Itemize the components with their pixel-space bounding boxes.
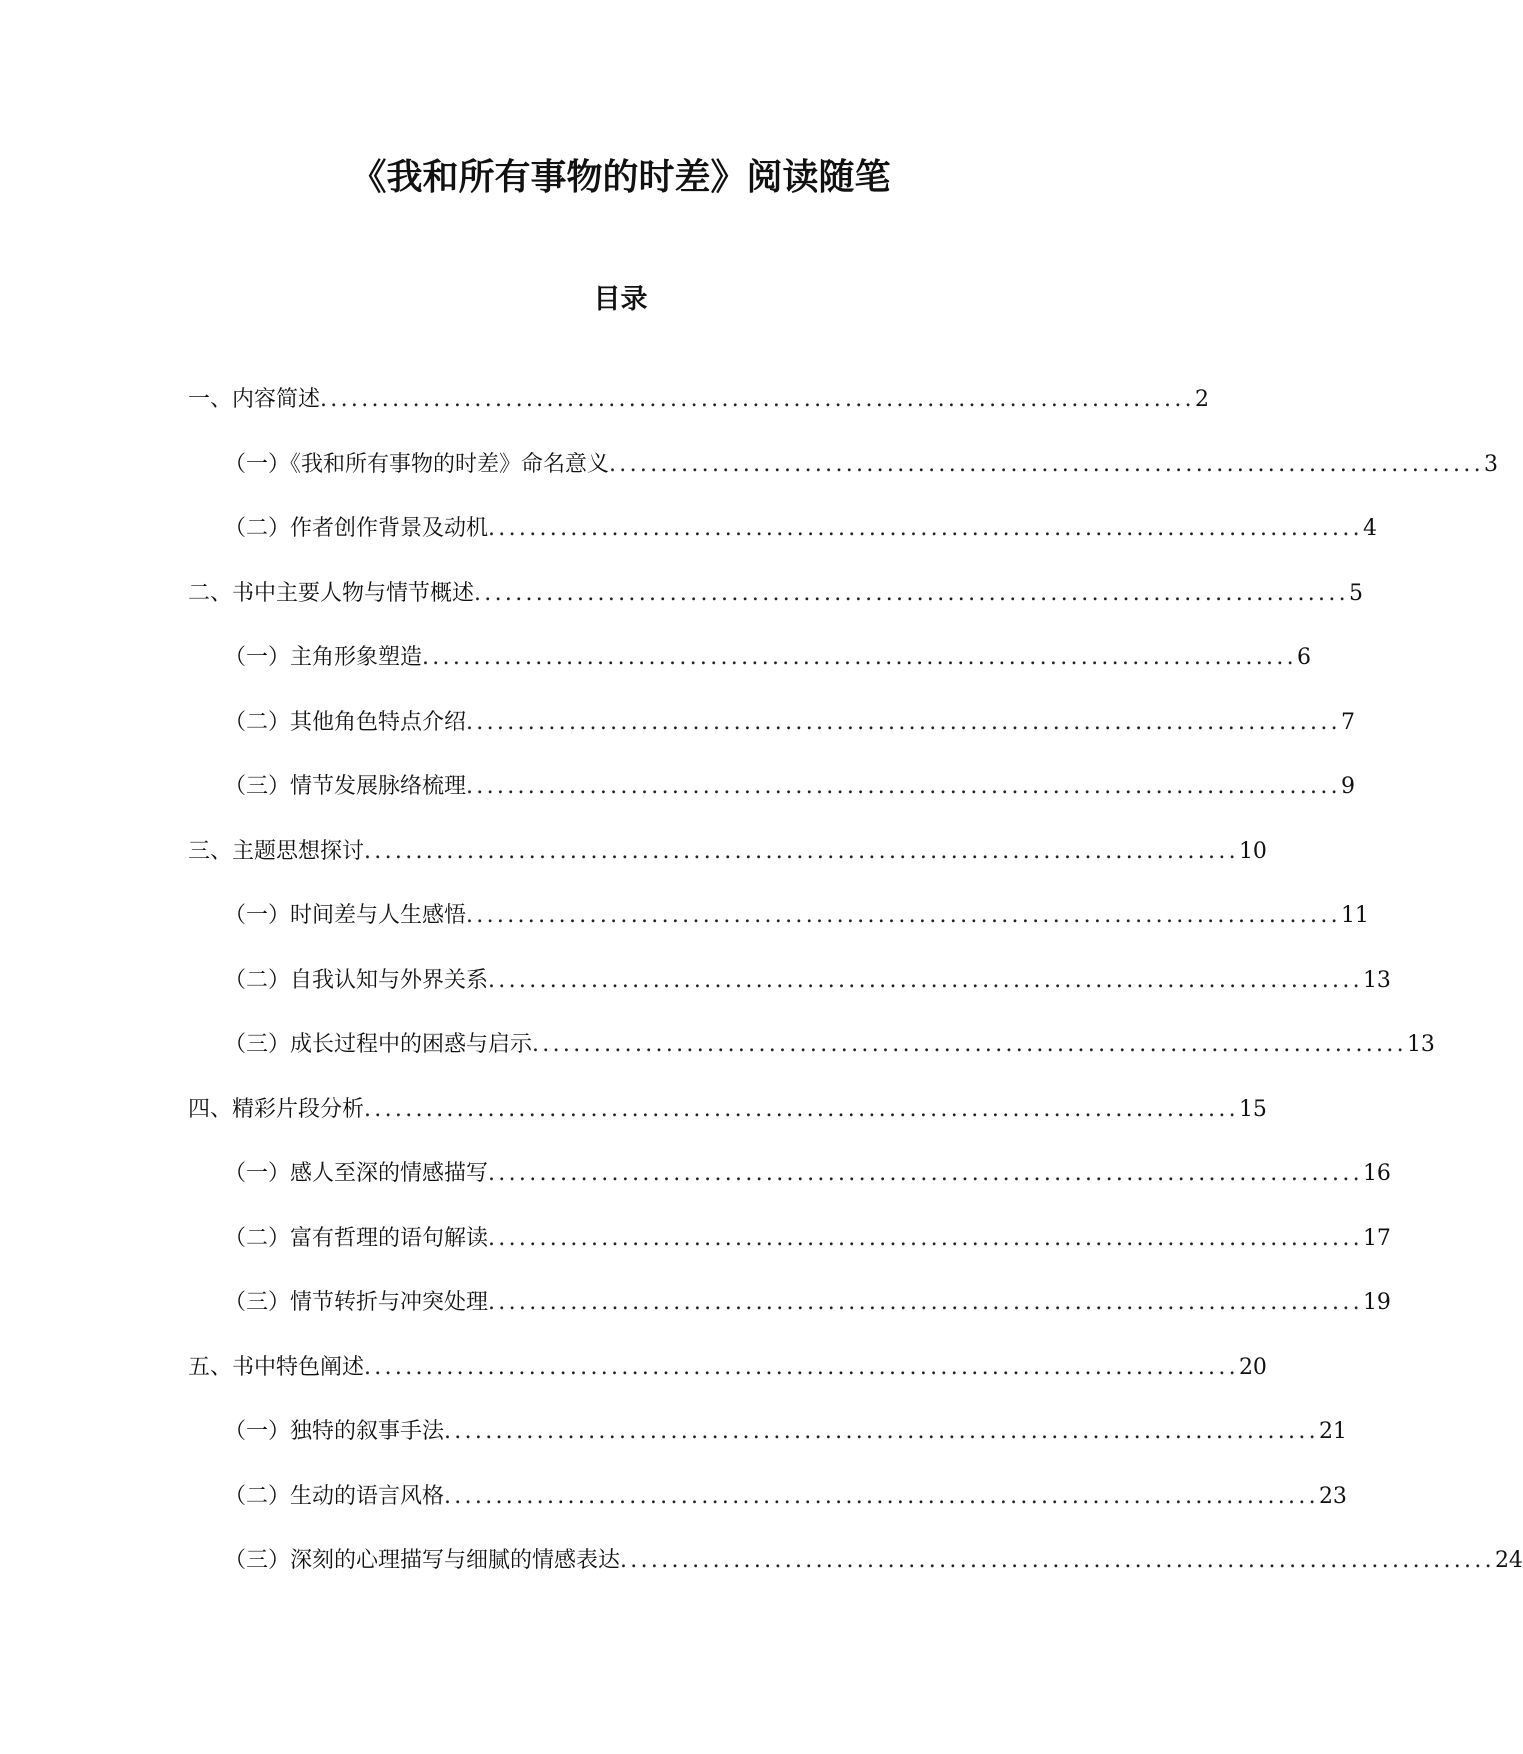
toc-entry[interactable] (0, 1154, 1391, 1219)
toc-entry[interactable] (0, 961, 1391, 1026)
dot-leader: ..................................................................................... (488, 967, 1363, 993)
toc-entry-label: （一）独特的叙事手法 (224, 1419, 445, 1444)
toc-entry-label: （二）作者创作背景及动机 (224, 516, 489, 541)
toc-entry[interactable] (0, 1025, 1435, 1090)
toc-entry[interactable] (0, 445, 1498, 510)
toc-entry-page: 13 (1406, 1032, 1435, 1057)
dot-leader: ..................................................................................... (320, 387, 1195, 412)
dot-leader: ..................................................................................... (466, 774, 1341, 799)
dot-leader: ..................................................................................... (474, 580, 1349, 606)
toc-entry-page: 19 (1362, 1290, 1391, 1315)
toc-entry[interactable] (0, 896, 1369, 961)
toc-entry[interactable] (0, 1283, 1391, 1348)
dot-leader: ..................................................................................... (364, 838, 1239, 864)
toc-entry[interactable] (0, 509, 1377, 574)
toc-entry[interactable] (0, 832, 1267, 897)
toc-entry-label: （三）情节发展脉络梳理 (224, 774, 467, 799)
dot-leader: ..................................................................................... (488, 1225, 1363, 1251)
toc-entry-label: （二）富有哲理的语句解读 (224, 1225, 489, 1251)
toc-entry-page: 5 (1348, 580, 1363, 606)
toc-entry-label: （三）情节转折与冲突处理 (224, 1290, 489, 1315)
toc-entry[interactable] (0, 1219, 1391, 1284)
toc-entry-label: （二）自我认知与外界关系 (224, 967, 489, 993)
dot-leader: ..................................................................................... (609, 451, 1484, 477)
dot-leader: ..................................................................................... (466, 709, 1341, 735)
toc-entry-label: 四、精彩片段分析 (188, 1096, 365, 1122)
toc-entry-label: 二、书中主要人物与情节概述 (188, 580, 475, 606)
dot-leader: ..................................................................................... (364, 1354, 1239, 1380)
dot-leader: ..................................................................................... (364, 1096, 1239, 1122)
table-of-contents (0, 380, 1523, 1606)
toc-entry-page: 17 (1362, 1225, 1391, 1251)
toc-entry[interactable] (0, 1412, 1347, 1477)
toc-entry[interactable] (0, 638, 1311, 703)
toc-entry[interactable] (0, 1090, 1267, 1155)
toc-entry[interactable] (0, 703, 1355, 768)
toc-entry-page: 24 (1494, 1548, 1523, 1573)
toc-entry-page: 23 (1318, 1483, 1347, 1509)
toc-entry-page: 6 (1296, 645, 1311, 670)
dot-leader: ..................................................................................... (488, 1161, 1363, 1186)
toc-entry-label: （一）主角形象塑造 (224, 645, 423, 670)
dot-leader: ..................................................................................... (488, 516, 1363, 541)
toc-entry-label: （二）生动的语言风格 (224, 1483, 445, 1509)
dot-leader: ..................................................................................... (620, 1548, 1495, 1573)
toc-entry-label: （二）其他角色特点介绍 (224, 709, 467, 735)
toc-entry[interactable] (0, 574, 1363, 639)
dot-leader: ..................................................................................... (488, 1290, 1363, 1315)
toc-entry-page: 10 (1238, 838, 1267, 864)
toc-entry-label: （一）《我和所有事物的时差》命名意义 (224, 451, 610, 477)
toc-entry-label: （三）深刻的心理描写与细腻的情感表达 (224, 1548, 621, 1573)
dot-leader: ..................................................................................... (444, 1419, 1319, 1444)
document-title: 《我和所有事物的时差》阅读随笔 (350, 157, 891, 198)
toc-entry-page: 7 (1340, 709, 1355, 735)
dot-leader: ..................................................................................... (444, 1483, 1319, 1509)
toc-entry-label: （三）成长过程中的困惑与启示 (224, 1032, 533, 1057)
toc-entry-label: 五、书中特色阐述 (188, 1354, 365, 1380)
toc-entry-page: 3 (1483, 451, 1498, 477)
toc-entry-page: 4 (1362, 516, 1377, 541)
toc-entry-label: （一）时间差与人生感悟 (224, 903, 467, 928)
dot-leader: ..................................................................................... (466, 903, 1341, 928)
toc-entry-label: 一、内容简述 (188, 387, 321, 412)
toc-entry[interactable] (0, 1477, 1347, 1542)
toc-entry-page: 15 (1238, 1096, 1267, 1122)
toc-entry-page: 16 (1362, 1161, 1391, 1186)
toc-entry-label: （一）感人至深的情感描写 (224, 1161, 489, 1186)
toc-entry-page: 2 (1194, 387, 1209, 412)
toc-entry-page: 21 (1318, 1419, 1347, 1444)
toc-entry[interactable] (0, 767, 1355, 832)
toc-entry-label: 三、主题思想探讨 (188, 838, 365, 864)
toc-entry-page: 13 (1362, 967, 1391, 993)
toc-heading: 目录 (593, 284, 648, 315)
toc-entry[interactable] (0, 1541, 1523, 1606)
toc-entry[interactable] (0, 1348, 1267, 1413)
dot-leader: ..................................................................................... (532, 1032, 1407, 1057)
dot-leader: ..................................................................................... (422, 645, 1297, 670)
toc-entry-page: 11 (1340, 903, 1369, 928)
toc-entry[interactable] (0, 380, 1209, 445)
toc-entry-page: 9 (1340, 774, 1355, 799)
toc-entry-page: 20 (1238, 1354, 1267, 1380)
